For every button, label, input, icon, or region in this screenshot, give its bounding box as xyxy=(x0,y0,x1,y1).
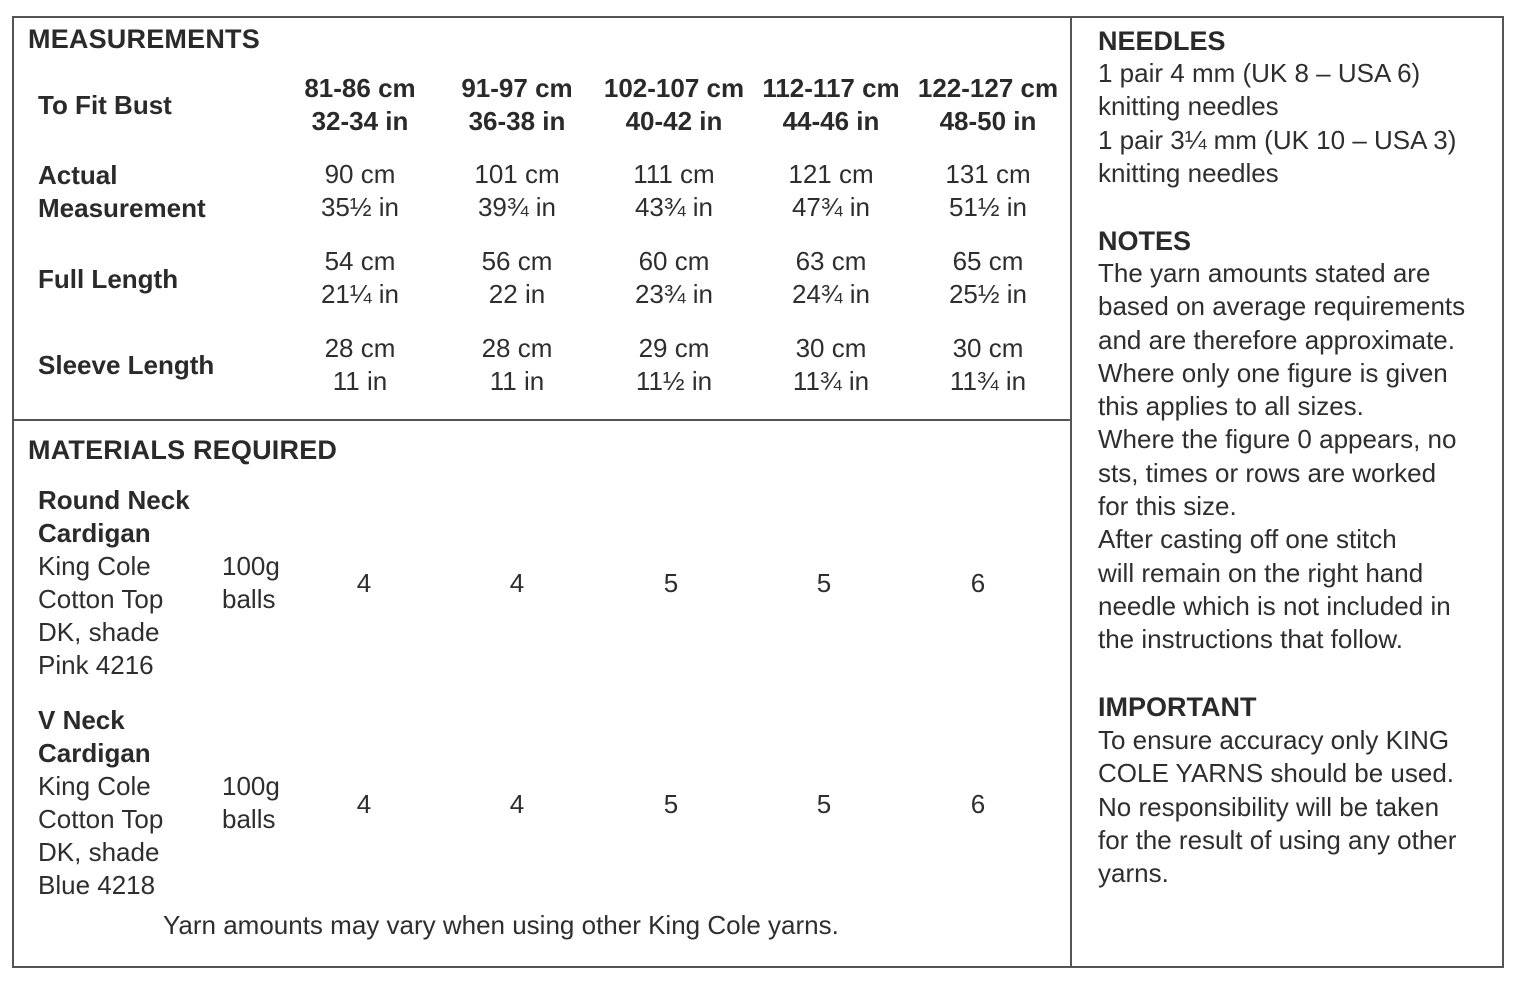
table-cell: 90 cm xyxy=(324,159,396,189)
table-cell: 11 in xyxy=(489,366,545,396)
table-cell: 131 cm xyxy=(945,159,1031,189)
yarn-desc-line: King Cole xyxy=(38,551,151,581)
table-cell: 43¾ in xyxy=(634,192,714,222)
row-label-sleeve-length: Sleeve Length xyxy=(38,350,215,380)
notes-text: The yarn amounts stated are based on average requirements and are therefore approximate. Where only one figure is given this applies to all sizes. Where the figure 0 appears, no sts, times or rows are worked for this size. After casting off one stitch will remain on the right hand needle which is not included in the instructions that follow. xyxy=(1098,258,1466,655)
yarn-title-line: Round Neck xyxy=(38,485,190,515)
quantity-cell: 5 xyxy=(816,568,832,598)
section-divider xyxy=(12,419,1071,421)
size-header-cm: 122-127 cm xyxy=(917,73,1059,103)
yarn-desc-line: Pink 4216 xyxy=(38,650,154,680)
table-cell: 51½ in xyxy=(948,192,1028,222)
size-header-cm: 91-97 cm xyxy=(461,73,573,103)
quantity-cell: 5 xyxy=(816,789,832,819)
table-cell: 101 cm xyxy=(474,159,560,189)
needles-text: 1 pair 4 mm (UK 8 – USA 6) knitting needles 1 pair 3¼ mm (UK 10 – USA 3) knitting needles xyxy=(1098,58,1457,188)
quantity-cell: 5 xyxy=(663,789,679,819)
materials-title: MATERIALS REQUIRED xyxy=(28,435,338,465)
quantity-cell: 6 xyxy=(970,568,986,598)
yarn-desc-line: King Cole xyxy=(38,771,151,801)
table-cell: 11¾ in xyxy=(949,366,1027,396)
yarn-desc-line: DK, shade xyxy=(38,617,160,647)
yarn-footnote: Yarn amounts may vary when using other King Cole yarns. xyxy=(163,910,839,940)
row-label-actual: Actual xyxy=(38,160,118,190)
quantity-cell: 4 xyxy=(356,789,372,819)
table-cell: 121 cm xyxy=(788,159,874,189)
yarn-unit-line: balls xyxy=(222,584,276,614)
table-cell: 56 cm xyxy=(481,246,553,276)
quantity-cell: 6 xyxy=(970,789,986,819)
yarn-desc-line: DK, shade xyxy=(38,837,160,867)
table-cell: 28 cm xyxy=(481,333,553,363)
measurements-title: MEASUREMENTS xyxy=(28,24,260,54)
table-cell: 65 cm xyxy=(952,246,1024,276)
row-label-to-fit-bust: To Fit Bust xyxy=(38,90,172,120)
table-cell: 35½ in xyxy=(320,192,400,222)
size-header-in: 36-38 in xyxy=(468,106,566,136)
yarn-unit-line: 100g xyxy=(222,771,280,801)
yarn-title-line: Cardigan xyxy=(38,738,151,768)
yarn-title-line: V Neck xyxy=(38,705,125,735)
important-title: IMPORTANT xyxy=(1098,692,1257,722)
notes-title: NOTES xyxy=(1098,226,1192,256)
table-cell: 23¾ in xyxy=(634,279,714,309)
needles-title: NEEDLES xyxy=(1098,26,1226,56)
quantity-cell: 4 xyxy=(509,568,525,598)
table-cell: 25½ in xyxy=(948,279,1028,309)
row-label-full-length: Full Length xyxy=(38,264,179,294)
size-header-in: 44-46 in xyxy=(782,106,880,136)
size-header-cm: 102-107 cm xyxy=(603,73,745,103)
table-cell: 22 in xyxy=(488,279,546,309)
table-cell: 11½ in xyxy=(635,366,713,396)
table-cell: 29 cm xyxy=(638,333,710,363)
yarn-desc-line: Cotton Top xyxy=(38,804,164,834)
table-cell: 21¼ in xyxy=(320,279,400,309)
yarn-desc-line: Blue 4218 xyxy=(38,870,156,900)
quantity-cell: 4 xyxy=(509,789,525,819)
table-cell: 24¾ in xyxy=(791,279,871,309)
table-cell: 11 in xyxy=(332,366,388,396)
size-header-cm: 81-86 cm xyxy=(304,73,416,103)
quantity-cell: 4 xyxy=(356,568,372,598)
yarn-desc-line: Cotton Top xyxy=(38,584,164,614)
table-cell: 54 cm xyxy=(324,246,396,276)
table-cell: 30 cm xyxy=(952,333,1024,363)
quantity-cell: 5 xyxy=(663,568,679,598)
column-divider xyxy=(1070,16,1072,968)
table-cell: 30 cm xyxy=(795,333,867,363)
size-header-in: 48-50 in xyxy=(939,106,1037,136)
yarn-title-line: Cardigan xyxy=(38,518,151,548)
yarn-unit-line: balls xyxy=(222,804,276,834)
table-cell: 11¾ in xyxy=(792,366,870,396)
size-header-cm: 112-117 cm xyxy=(762,73,900,103)
table-cell: 28 cm xyxy=(324,333,396,363)
yarn-unit-line: 100g xyxy=(222,551,280,581)
table-cell: 39¾ in xyxy=(477,192,557,222)
size-header-in: 40-42 in xyxy=(625,106,723,136)
table-cell: 60 cm xyxy=(638,246,710,276)
size-header-in: 32-34 in xyxy=(311,106,409,136)
table-cell: 111 cm xyxy=(633,159,715,189)
table-cell: 63 cm xyxy=(795,246,867,276)
important-text: To ensure accuracy only KING COLE YARNS should be used. No responsibility will be taken for the result of using any other yarns. xyxy=(1098,725,1457,889)
table-cell: 47¾ in xyxy=(791,192,871,222)
row-label-measurement: Measurement xyxy=(38,193,206,223)
